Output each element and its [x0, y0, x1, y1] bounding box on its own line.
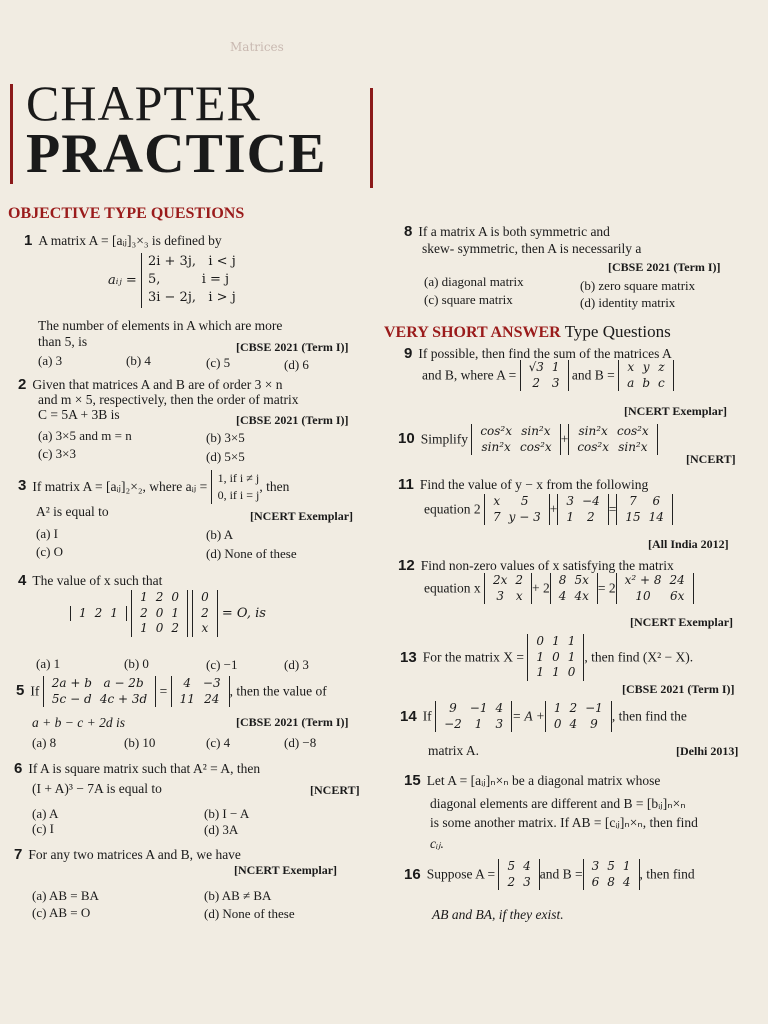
right-accent-bar	[370, 88, 373, 188]
q7-opt-c: (c) AB = O	[32, 905, 91, 920]
chapter-heading: CHAPTER	[26, 75, 261, 131]
q11-b-12: −4	[582, 494, 600, 508]
q16-line1	[404, 859, 695, 890]
q5-l-12: a − 2b	[103, 676, 144, 690]
q1-line3: than 5, is	[38, 334, 88, 349]
q1-source: [CBSE 2021 (Term I)]	[236, 340, 349, 354]
q8-opt-d: (d) identity matrix	[580, 295, 676, 310]
q5-matrix-left	[43, 676, 157, 707]
q13-line1	[400, 634, 693, 681]
q13-matrix	[527, 634, 584, 681]
q15-line4: cᵢⱼ.	[430, 836, 444, 851]
q5-number: 5	[16, 681, 25, 699]
q14-number: 14	[400, 708, 417, 726]
q6-text1: If A is square matrix such that A² = A, then	[28, 761, 261, 776]
q16-a-21: 2	[507, 874, 516, 889]
q11-c-12: 6	[652, 494, 661, 508]
q13-pre: For the matrix X =	[422, 649, 525, 665]
q5-source: [CBSE 2021 (Term I)]	[236, 715, 349, 729]
q12-matrix-1	[484, 573, 532, 604]
q4-m-13: 0	[171, 590, 179, 604]
q12-a-11: 2x	[493, 573, 508, 587]
q15-number: 15	[404, 772, 421, 789]
q2-line1	[18, 376, 283, 393]
q16-b-22: 8	[607, 874, 615, 889]
q5-opt-c: (c) 4	[206, 735, 231, 750]
q12-a-22: x	[515, 588, 523, 603]
q7-source: [NCERT Exemplar]	[234, 863, 338, 877]
q14-b-13: −1	[585, 701, 603, 715]
q14-a-13: 4	[495, 701, 504, 715]
q2-opt-c: (c) 3×3	[38, 446, 77, 461]
q3-opt-a: (a) I	[36, 526, 59, 541]
q11-text1: Find the value of y − x from the following	[419, 477, 649, 492]
q12-a-12: 2	[515, 573, 524, 587]
q10-a-11: cos²x	[480, 424, 513, 438]
q10-b-22: sin²x	[618, 439, 648, 454]
q2-line3: C = 5A + 3B is	[38, 407, 120, 422]
q7-line1	[14, 846, 241, 863]
q13-number: 13	[400, 648, 417, 666]
q1-line1	[24, 232, 222, 249]
q7-opt-b: (b) AB ≠ BA	[204, 888, 272, 903]
q13-m-31: 1	[536, 665, 545, 680]
q5-r-21: 11	[179, 691, 195, 706]
q11-matrix-3	[616, 494, 673, 525]
q5-opt-b: (b) 10	[124, 735, 156, 750]
q9-number: 9	[404, 345, 413, 362]
q13-m-23: 1	[567, 649, 576, 664]
q6-opt-c: (c) I	[32, 821, 55, 836]
q12-c-22: 6x	[669, 588, 685, 603]
q8-opt-b: (b) zero square matrix	[580, 278, 696, 293]
q14-b-23: 9	[590, 716, 598, 731]
q12-c-12: 24	[669, 573, 685, 587]
q11-a-22: y − 3	[508, 509, 541, 524]
q3-line2: A² is equal to	[36, 504, 109, 519]
q6-opt-b: (b) I − A	[204, 806, 250, 821]
q5-l-11: 2a + b	[51, 676, 92, 690]
q14-a-11: 9	[449, 701, 457, 715]
q12-source: [NCERT Exemplar]	[630, 615, 734, 629]
q3-opt-d: (d) None of these	[206, 546, 297, 561]
q5-matrix-right	[171, 676, 230, 707]
q13-m-32: 1	[552, 665, 560, 680]
q7-text1: For any two matrices A and B, we have	[28, 847, 241, 862]
q12-number: 12	[398, 557, 415, 574]
q7-opt-a: (a) AB = BA	[32, 888, 99, 903]
q4-m-22: 0	[155, 605, 164, 620]
q13-source: [CBSE 2021 (Term I)]	[622, 682, 735, 696]
q2-opt-b: (b) 3×5	[206, 430, 245, 445]
q9-a-21: 2	[532, 375, 541, 390]
q3-cases	[211, 470, 260, 504]
q9-text1: If possible, then find the sum of the matrices A	[418, 346, 672, 361]
q7-opt-d: (d) None of these	[204, 906, 295, 921]
q1-opt-c: (c) 5	[206, 355, 231, 370]
q9-a-11: √3	[528, 360, 544, 374]
q2-number: 2	[18, 376, 27, 393]
q14-b-11: 1	[553, 701, 562, 715]
q9-b-21: a	[627, 375, 635, 390]
q16-post: , then find	[639, 866, 695, 882]
q11-c-11: 7	[629, 494, 637, 508]
q3-source: [NCERT Exemplar]	[250, 509, 354, 523]
q3-text1: If matrix A = [aᵢⱼ]₂×₂, where aᵢⱼ =	[32, 478, 208, 494]
q4-row-matrix	[70, 606, 127, 622]
q14-b-21: 0	[553, 716, 562, 731]
q14-a-12: −1	[469, 701, 488, 715]
q14-b-12: 2	[569, 701, 578, 715]
q15-line1	[404, 772, 660, 789]
q14-matrix-1	[435, 701, 512, 732]
q6-source: [NCERT]	[310, 783, 360, 797]
q5-l-21: 5c − d	[51, 691, 92, 706]
q10-a-22: cos²x	[520, 439, 552, 454]
q5-opt-a: (a) 8	[32, 735, 57, 750]
q8-opt-a: (a) diagonal matrix	[424, 274, 524, 289]
q10-b-21: cos²x	[577, 439, 610, 454]
q9-source: [NCERT Exemplar]	[624, 404, 728, 418]
q14-a-23: 3	[495, 716, 504, 731]
q4-c-3: x	[201, 621, 209, 636]
q15-text1: Let A = [aᵢⱼ]ₙ×ₙ be a diagonal matrix whose	[426, 773, 661, 788]
q1-number: 1	[24, 232, 33, 249]
q3-number: 3	[18, 476, 27, 494]
q9-matrix-b	[618, 360, 674, 391]
q1-definition	[108, 253, 236, 308]
q4-number: 4	[18, 572, 27, 589]
q11-number: 11	[398, 476, 414, 493]
q4-m-23: 1	[171, 605, 179, 620]
q4-m-12: 2	[155, 590, 164, 604]
q4-text1: The value of x such that	[32, 573, 163, 588]
q16-line2: AB and BA, if they exist.	[432, 907, 564, 922]
q11-a-21: 7	[493, 509, 501, 524]
q13-m-22: 0	[552, 649, 560, 664]
q2-source: [CBSE 2021 (Term I)]	[236, 413, 349, 427]
q14-a-21: −2	[444, 716, 462, 731]
q1-line2: The number of elements in A which are more	[38, 318, 283, 333]
q2-opt-a: (a) 3×5 and m = n	[38, 428, 132, 443]
q6-line1	[14, 760, 260, 777]
q16-a-22: 3	[523, 874, 531, 889]
q1-case-2: 5, i = j	[147, 272, 230, 288]
q4-opt-c: (c) −1	[206, 657, 238, 672]
q12-matrix-2	[550, 573, 598, 604]
q3-case-2: 0, if i = j	[217, 487, 260, 502]
q6-number: 6	[14, 760, 23, 777]
q16-b-21: 6	[591, 874, 600, 889]
q12-c-21: 10	[635, 588, 651, 603]
q10-matrix-2	[568, 424, 657, 455]
q1-text: A matrix A = [aᵢⱼ]₃×₃ is defined by	[38, 233, 222, 248]
section-objective-title: OBJECTIVE TYPE QUESTIONS	[8, 205, 245, 222]
q16-matrix-a	[498, 859, 539, 890]
q11-matrix-1	[484, 494, 550, 525]
q12-b-11: 8	[558, 573, 567, 587]
q1-opt-d: (d) 6	[284, 357, 309, 372]
section-vsa-bold: VERY SHORT ANSWER	[384, 324, 561, 341]
q11-source: [All India 2012]	[648, 537, 729, 551]
q4-m-21: 2	[140, 605, 148, 620]
q8-opt-c: (c) square matrix	[424, 292, 513, 307]
q11-matrix-2	[557, 494, 608, 525]
q1-case-3: 3i − 2j, i > j	[147, 290, 236, 306]
q14-matrix-2	[545, 701, 612, 732]
q8-line1	[404, 223, 610, 240]
q9-line2	[422, 360, 674, 391]
q10-a-21: sin²x	[481, 439, 511, 454]
q12-b-22: 4x	[574, 588, 589, 603]
q12-text1: Find non-zero values of x satisfying the matrix	[420, 558, 674, 573]
q2-line2: and m × 5, respectively, then the order of matrix	[38, 392, 299, 407]
q5-l-22: 4c + 3d	[99, 691, 148, 706]
q12-matrix-3	[616, 573, 694, 604]
q5-text1b: , then the value of	[229, 683, 327, 699]
q7-number: 7	[14, 846, 23, 863]
section-vsa-light: Type Questions	[564, 322, 671, 341]
q4-opt-d: (d) 3	[284, 657, 309, 672]
section-vsa-title	[384, 322, 671, 342]
q16-b-11: 3	[591, 859, 600, 873]
q10-b-12: cos²x	[617, 424, 649, 438]
q4-m-11: 1	[140, 590, 148, 604]
q10-a-12: sin²x	[521, 424, 551, 438]
q14-post: , then find the	[611, 708, 687, 724]
q16-a-12: 4	[523, 859, 531, 873]
q13-m-21: 1	[536, 649, 545, 664]
q14-line2: matrix A.	[428, 743, 479, 758]
q4-tail: = O, is	[221, 605, 266, 621]
q4-r-3: 1	[110, 605, 118, 620]
q4-square-matrix	[131, 590, 188, 637]
q15-line3: is some another matrix. If AB = [cᵢⱼ]ₙ×ₙ, then find	[430, 815, 698, 830]
q5-line1: 5 If 2a + b a − 2b 5c − d 4c + 3d = 4 −3 11 24 , then the value of	[16, 676, 327, 706]
q10-line1: 10 Simplify cos²x sin²x sin²x cos²x + sin²x cos²x cos²x sin²x	[398, 424, 658, 455]
q4-line1	[18, 572, 162, 589]
q14-pre: If	[422, 708, 432, 724]
q9-b-12: y	[642, 360, 650, 374]
q3-text1b: , then	[259, 478, 290, 494]
q11-c-21: 15	[625, 509, 641, 524]
q11-pre: equation 2	[424, 501, 481, 517]
q16-b-12: 5	[607, 859, 615, 873]
q5-r-12: −3	[202, 676, 221, 690]
q14-mid: = A +	[512, 708, 545, 724]
practice-heading: PRACTICE	[26, 123, 327, 185]
q16-b-23: 4	[622, 874, 631, 889]
q11-equation: equation 2 x 5 7 y − 3 + 3 −4 1 2 = 7 6 15 14	[424, 494, 673, 525]
q4-m-33: 2	[171, 621, 179, 636]
q4-column-matrix	[192, 590, 218, 637]
q5-pre: If	[30, 683, 40, 699]
q9-b-11: x	[627, 360, 635, 374]
q11-b-11: 3	[566, 494, 575, 508]
q4-opt-b: (b) 0	[124, 656, 149, 671]
q12-b-12: 5x	[574, 573, 589, 587]
q1-cases	[141, 253, 236, 308]
q5-r-11: 4	[183, 676, 192, 690]
q4-m-32: 0	[155, 621, 164, 636]
q2-text1: Given that matrices A and B are of order 3 × n	[32, 377, 283, 392]
q10-b-11: sin²x	[578, 424, 608, 438]
q12-equation: equation x 2x 2 3 x + 2 8 5x 4 4x = 2 x² + 8 24 10 6x	[424, 573, 694, 604]
q3-line1	[18, 470, 289, 504]
q16-mid: and B =	[539, 866, 583, 882]
q8-number: 8	[404, 223, 413, 240]
q5-opt-d: (d) −8	[284, 735, 317, 750]
q5-line2: a + b − c + 2d is	[32, 715, 125, 730]
q3-case-1: 1, if i ≠ j	[217, 471, 260, 485]
q16-matrix-b	[583, 859, 640, 890]
q8-line2: skew- symmetric, then A is necessarily a	[422, 241, 642, 256]
q6-opt-a: (a) A	[32, 806, 59, 821]
q6-opt-d: (d) 3A	[204, 822, 239, 837]
bleed-through-text: Matrices	[230, 40, 284, 54]
q9-text2a: and B, where A =	[422, 367, 517, 383]
q10-source: [NCERT]	[686, 452, 736, 466]
q10-matrix-1	[471, 424, 560, 455]
q9-a-22: 3	[551, 375, 560, 390]
q4-equation	[70, 590, 266, 637]
q11-b-21: 1	[566, 509, 575, 524]
q5-r-22: 24	[204, 691, 220, 706]
q9-b-13: z	[658, 360, 665, 374]
q14-line1	[400, 701, 687, 732]
q10-pre: Simplify	[420, 431, 468, 447]
q11-a-11: x	[493, 494, 501, 508]
q2-opt-d: (d) 5×5	[206, 449, 245, 464]
q16-pre: Suppose A =	[426, 866, 496, 882]
q8-source: [CBSE 2021 (Term I)]	[608, 260, 721, 274]
q9-text2b: and B =	[571, 367, 615, 383]
q16-number: 16	[404, 866, 421, 884]
q4-r-1: 1	[79, 605, 87, 620]
q1-opt-b: (b) 4	[126, 353, 151, 368]
q13-m-12: 1	[552, 634, 560, 648]
q11-c-22: 14	[648, 509, 664, 524]
q1-opt-a: (a) 3	[38, 353, 63, 368]
q12-b-21: 4	[558, 588, 567, 603]
q1-case-1: 2i + 3j, i < j	[147, 254, 236, 269]
q6-line2: (I + A)³ − 7A is equal to	[32, 781, 162, 796]
q3-opt-b: (b) A	[206, 527, 234, 542]
q14-b-22: 4	[569, 716, 578, 731]
q4-m-31: 1	[140, 621, 148, 636]
q8-text1: If a matrix A is both symmetric and	[418, 224, 610, 239]
q12-pre: equation x	[424, 580, 481, 596]
q13-m-11: 0	[536, 634, 545, 648]
q4-c-1: 0	[201, 590, 209, 604]
q4-opt-a: (a) 1	[36, 656, 61, 671]
q4-r-2: 2	[94, 605, 103, 620]
q15-line2: diagonal elements are different and B = [bᵢⱼ]ₙ×ₙ	[430, 796, 686, 811]
q12-c-11: x² + 8	[624, 573, 662, 587]
q13-m-13: 1	[567, 634, 576, 648]
q4-c-2: 2	[201, 605, 209, 620]
q13-m-33: 0	[567, 665, 576, 680]
left-accent-bar	[10, 84, 13, 184]
q12-a-21: 3	[496, 588, 505, 603]
q3-opt-c: (c) O	[36, 544, 64, 559]
q9-matrix-a	[520, 360, 569, 391]
q16-a-11: 5	[507, 859, 516, 873]
q10-number: 10	[398, 429, 415, 447]
q11-b-22: 2	[587, 509, 595, 524]
q1-lhs: aᵢⱼ =	[108, 272, 137, 288]
q13-post: , then find (X² − X).	[584, 649, 694, 665]
q9-b-22: b	[642, 375, 650, 390]
q9-a-12: 1	[551, 360, 560, 374]
q11-a-12: 5	[520, 494, 529, 508]
q16-b-13: 1	[622, 859, 631, 873]
q14-a-22: 1	[474, 716, 483, 731]
q12-line1	[398, 557, 674, 574]
q11-line1	[398, 476, 648, 493]
q14-source: [Delhi 2013]	[676, 744, 739, 758]
q9-b-23: c	[658, 375, 665, 390]
